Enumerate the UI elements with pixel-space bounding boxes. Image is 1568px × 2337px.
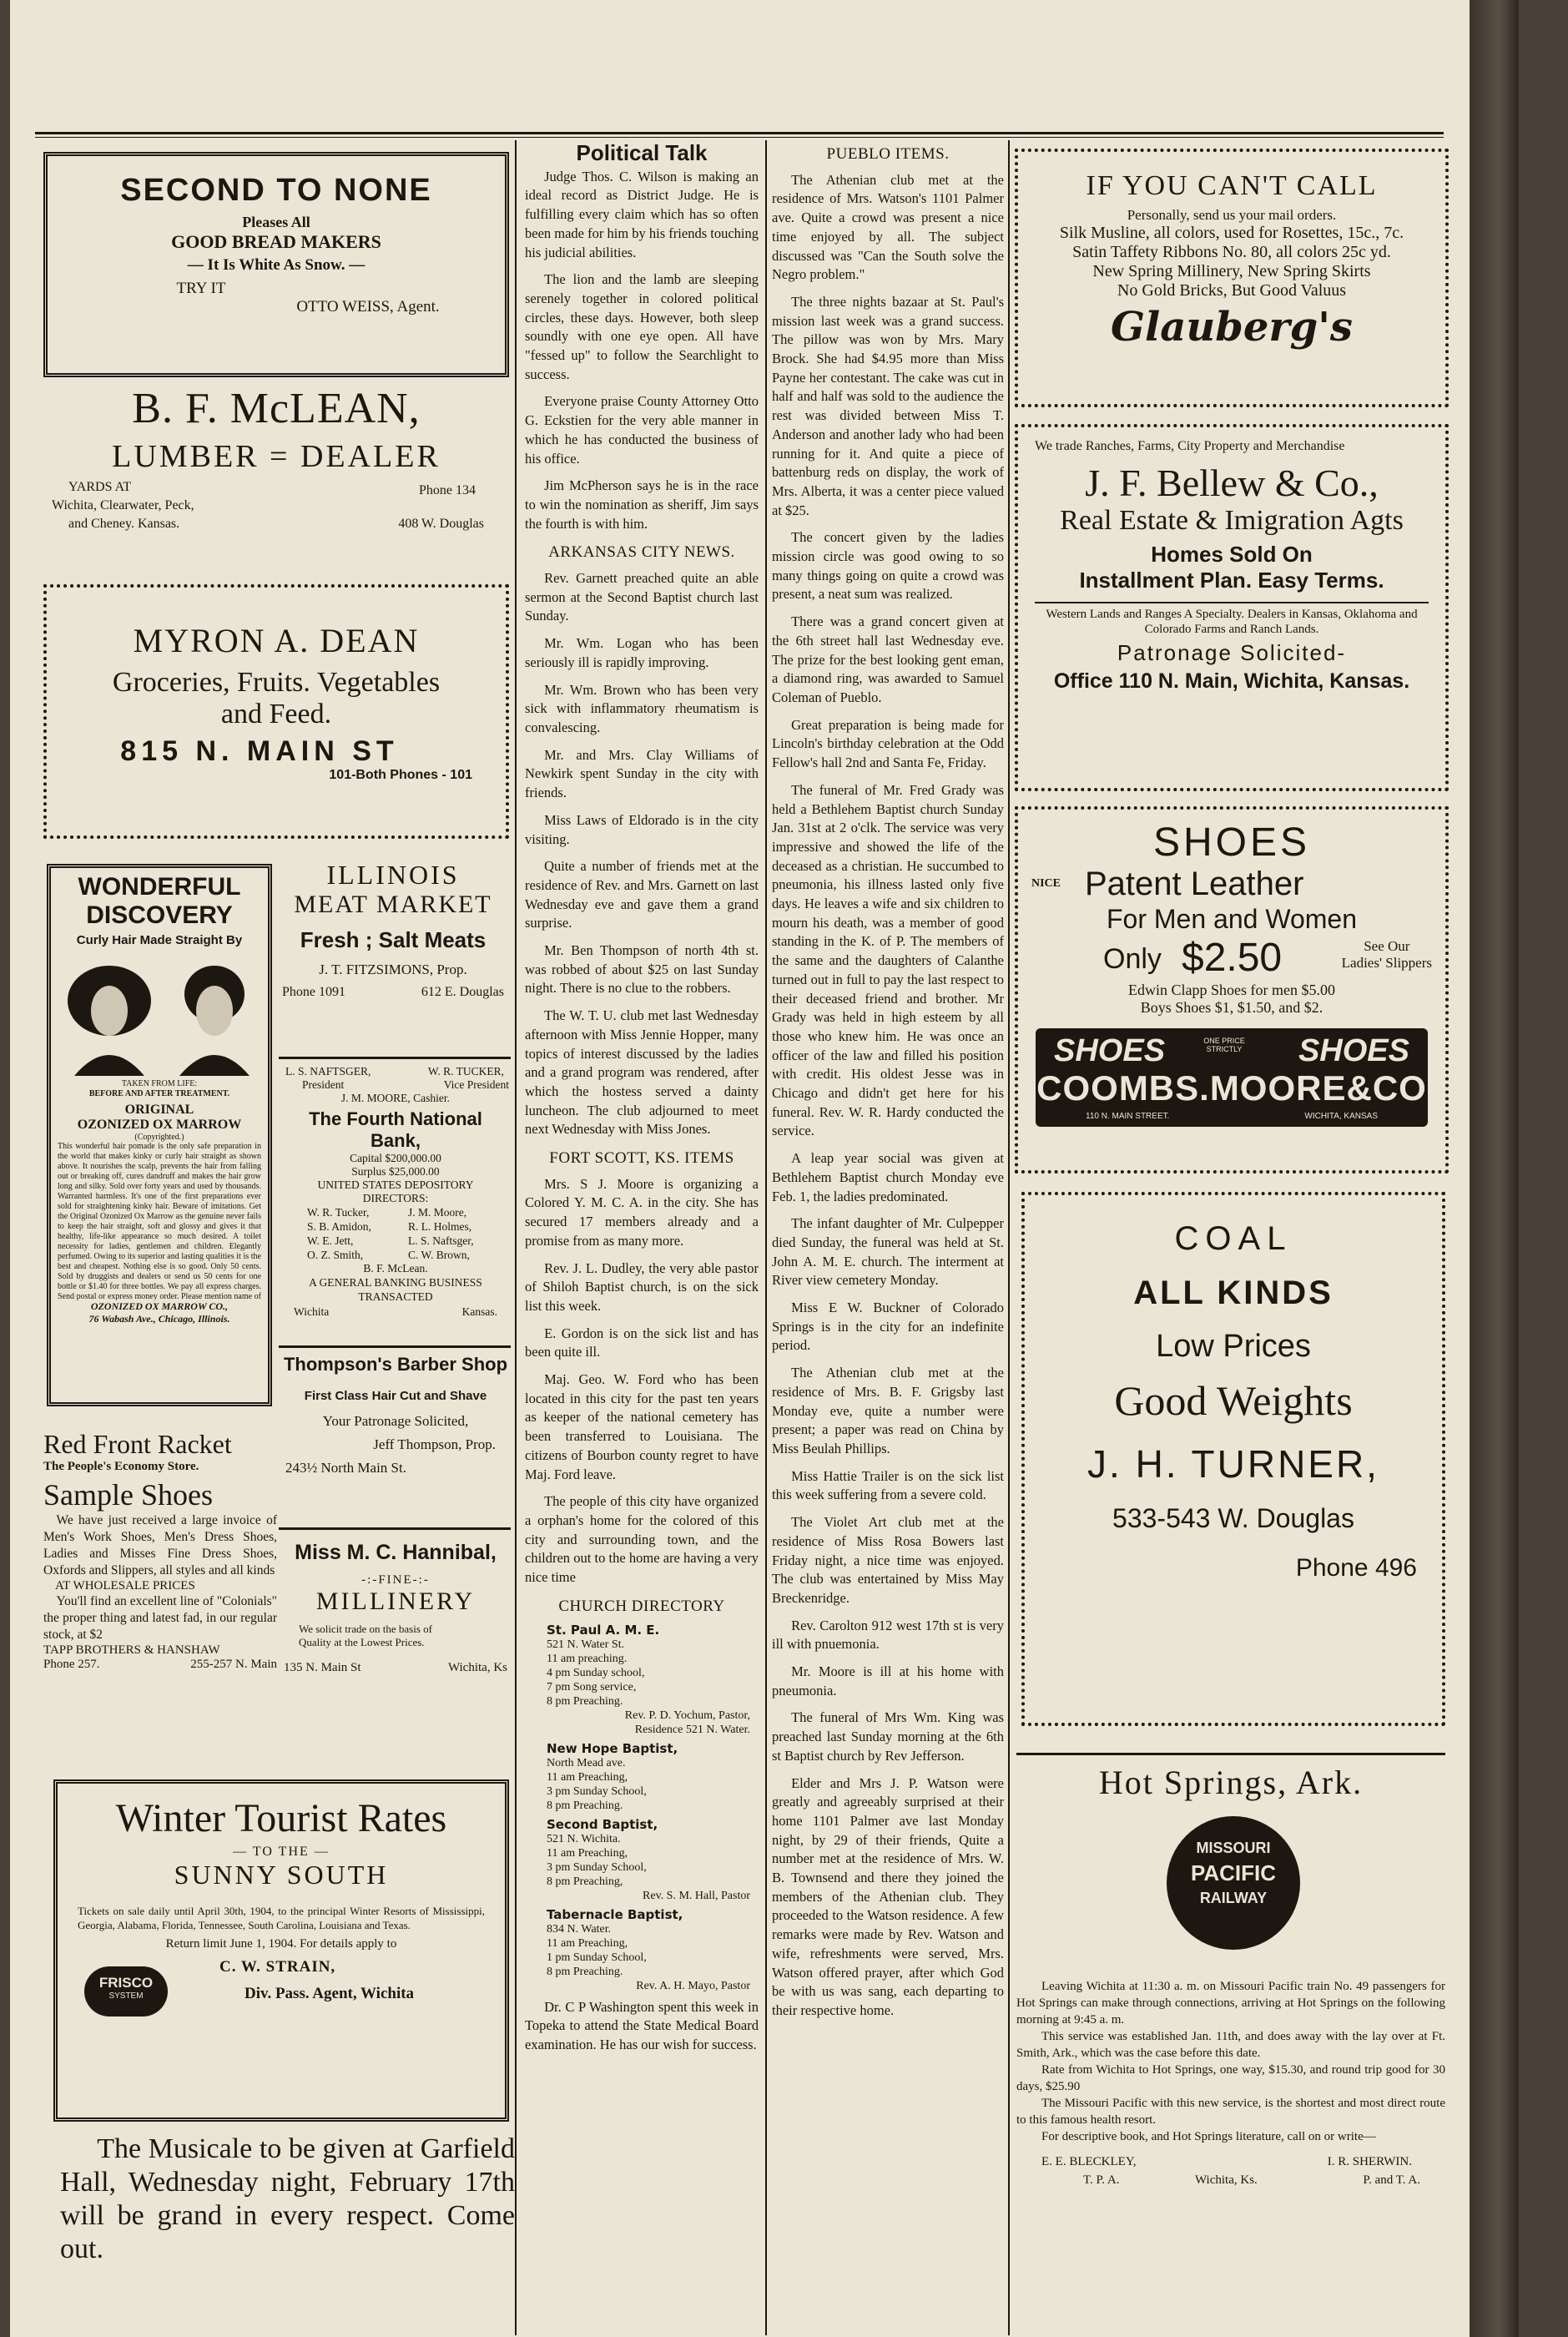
news-item: Rev. J. L. Dudley, the very able pastor of Shiloh Baptist church, is on the sick list this week. [525, 1259, 759, 1314]
church-line: 3 pm Sunday School, [547, 1784, 647, 1798]
news-item: Quite a number of friends met at the residence of Rev. and Mrs. Garnett on last Wednesday eve and gave them a grand surprise. [525, 858, 759, 931]
bank-city: Wichita [294, 1305, 330, 1318]
church-listing [525, 1908, 759, 1993]
ad-line: Edwin Clapp Shoes for men $5.00 [1128, 982, 1335, 998]
church-listing [525, 1742, 759, 1813]
ad-trade: LUMBER = DEALER [112, 439, 441, 474]
ad-agent: E. E. BLECKLEY, [1041, 2155, 1137, 2168]
ad-line: See Our [1364, 938, 1410, 954]
musicale-notice: The Musicale to be given at Garfield Hall, Wednesday night, February 17th will be grand in every respect. Come out. [60, 2133, 515, 2264]
second-to-none-ad [43, 152, 509, 377]
binding-edge [1470, 0, 1519, 2337]
ad-agent: I. R. SHERWIN. [1327, 2155, 1412, 2168]
ad-agent: C. W. STRAIN, [219, 1958, 336, 1976]
ad-line: Low Prices [1156, 1329, 1311, 1364]
ad-address: Office 110 N. Main, Wichita, Kansas. [1053, 669, 1410, 693]
logo-text: FRISCO [98, 1975, 154, 1991]
ad-phone: Phone 496 [1295, 1554, 1417, 1582]
news-item: Maj. Geo. W. Ford who has been located in this city for the past ten years as keeper of the national cemetery has been transferred to Louisiana. The citizens of Bourbon county regret to have Maj. Ford leave. [525, 1371, 759, 1482]
news-item: Mrs. S J. Moore is organizing a Colored Y. M. C. A. in the city. She has secured 17 members already and a promise from as many more. [525, 1175, 759, 1249]
bank-director: C. W. Brown, [408, 1249, 470, 1261]
shoes-ad [1015, 806, 1449, 1174]
political-talk-column [525, 144, 759, 2330]
ad-divider [279, 1345, 511, 1348]
ad-prop: J. T. FITZSIMONS, Prop. [319, 962, 467, 977]
ad-title: SHOES [1152, 820, 1311, 865]
bank-cashier: J. M. MOORE, Cashier. [340, 1092, 451, 1104]
ad-line: Satin Taffety Ribbons No. 80, all colors 25c yd. [1072, 243, 1391, 261]
ad-line: Salt Meats [378, 927, 487, 952]
news-item: There was a grand concert given at the 6th street hall last Wednesday eve. The prize for the best looking gent eman, a diamond ring, was awarded to Samuel Coleman of Pueblo. [772, 613, 1004, 705]
hannibal-millinery-ad: Miss M. C. Hannibal, -:-FINE-:- MILLINERY We solicit trade on the basis of Quality at the Lowest Prices. 135 N. Main St Wichita, Ks [279, 1541, 512, 1758]
news-item: Mr. Moore is ill at his home with pneumonia. [772, 1663, 1004, 1698]
news-item: The infant daughter of Mr. Culpepper died Sunday, the funeral was held at St. John A. M. E. church. The interment at River view cemetery Monday. [772, 1215, 1004, 1289]
news-item: Jim McPherson says he is in the race to win the nomination as sheriff, Jim says the fourth is with him. [525, 477, 759, 532]
fourth-national-bank-ad [282, 1065, 509, 1340]
ad-divider [279, 1527, 511, 1530]
ad-title: Hot Springs, Ark. [1098, 1764, 1364, 1801]
ad-body: Rate from Wichita to Hot Springs, one way, $15.30, and round trip good for 30 days, $25.90 [1016, 2063, 1445, 2093]
bank-director: W. R. Tucker, [307, 1206, 370, 1219]
ad-body: Leaving Wichita at 11:30 a. m. on Missouri Pacific train No. 49 passengers for Hot Springs can make through connections, arriving at Hot Springs on the following morning at 9:45 a. m. [1016, 1980, 1445, 2027]
logo-text: ONE PRICE STRICTLY [1203, 1037, 1245, 1053]
ad-address: 533-543 W. Douglas [1112, 1503, 1354, 1533]
news-item: Miss Laws of Eldorado is in the city visiting. [525, 811, 759, 847]
ad-line: — TO THE — [233, 1845, 330, 1859]
news-item: The concert given by the ladies mission circle was good owing to so many things going on quite a crowd was present, a neat sum was realized. [772, 529, 1004, 603]
news-item: Rev. Garnett preached quite an able sermon at the Second Baptist church last Sunday. [525, 570, 759, 624]
ad-line: No Gold Bricks, But Good Valuus [1117, 281, 1347, 300]
church-line: 11 am Preaching, [547, 1936, 628, 1950]
news-item: Dr. C P Washington spent this week in Topeka to attend the State Medical Board examination. He has our wish for success. [525, 1998, 759, 2052]
ad-company: OZONIZED OX MARROW CO., [90, 1300, 229, 1312]
ad-name: J. H. TURNER, [1087, 1442, 1379, 1486]
ad-name: B. F. McLEAN, [132, 385, 421, 432]
ad-name: J. F. Bellew & Co., [1085, 462, 1379, 504]
ad-title: Thompson's Barber Shop [283, 1354, 508, 1375]
church-listing [525, 1818, 759, 1903]
news-item: Elder and Mrs J. P. Watson were greatly and agreeably surprised at their home 1101 Palmer ave last Monday night, by 29 of their friends, Quite a number met at the residence of Mrs. W. B. Townsend and there they joined the members of the Athenian club. They proceeded to the Watson residence. A few remarks were made by Rev. Watson and wife, refreshments were served, Mrs. Watson offered prayer, after which God be with us was sang, each departing to their respective home. [772, 1774, 1004, 2018]
ad-body: Western Lands and Ranges A Specialty. Dealers in Kansas, Oklahoma and Colorado Farms and Ranch Lands. [1046, 608, 1418, 636]
ad-caption: TAKEN FROM LIFE: [121, 1079, 198, 1088]
ad-address: 76 Wabash Ave., Chicago, Illinois. [88, 1313, 230, 1325]
ad-agent: OTTO WEISS, Agent. [296, 298, 440, 315]
ad-city: Wichita, Ks. [1195, 2173, 1258, 2187]
bank-director: L. S. Naftsger, [408, 1234, 474, 1247]
bank-line: Capital $200,000.00 [350, 1152, 441, 1164]
column-heading: PUEBLO ITEMS. [826, 145, 950, 163]
church-line: 1 pm Sunday School, [547, 1951, 647, 1964]
church-name: New Hope Baptist, [547, 1740, 678, 1756]
ad-firm: TAPP BROTHERS & HANSHAW [43, 1643, 220, 1657]
ad-head: MILLINERY [315, 1587, 476, 1615]
missouri-pacific-seal [1167, 1816, 1300, 1950]
logo-text: SYSTEM [108, 1991, 144, 2001]
church-line: 4 pm Sunday school, [547, 1666, 645, 1679]
newspaper-page [10, 0, 1519, 2337]
missouri-pacific-ad [1016, 1763, 1445, 2314]
ad-line: Quality at the Lowest Prices. [299, 1636, 425, 1648]
seal-text: PACIFIC [1190, 1860, 1277, 1885]
column-heading: Political Talk [576, 144, 708, 165]
ad-address: 612 E. Douglas [421, 985, 504, 999]
glauberg-ad [1015, 149, 1449, 407]
news-item: Rev. Carolton 912 west 17th st is very ill with pnuemonia. [772, 1617, 1004, 1653]
ad-title: IF YOU CAN'T CALL [1086, 170, 1378, 201]
ad-phone: Phone 257. [43, 1658, 100, 1671]
news-item: The three nights bazaar at St. Paul's mission last week was a grand success. The pillow was won by Mrs. Mary Brock. She had $4.95 more than Miss Payne her contestant. The cake was cut in half and half was sold to the audience the rest was divided between Miss T. Anderson and another lady who had been running for it. And quite a piece of battenburg reds on display, the work of Mrs. Alberta, it was a center piece valued at $25. [772, 293, 1004, 518]
ad-line: — It Is White As Snow. — [187, 256, 366, 274]
news-item: The people of this city have organized a orphan's home for the colored of this city and surrounding town, and the children out to the home are having a very nice time [525, 1493, 759, 1586]
ad-line: YARDS AT [68, 480, 132, 494]
church-listing [525, 1623, 759, 1737]
church-name: Tabernacle Baptist, [547, 1906, 683, 1922]
news-item: Mr. and Mrs. Clay Williams of Newkirk spent Sunday in the city with friends. [525, 746, 759, 801]
ad-body: Tickets on sale daily until April 30th, 1904, to the principal Winter Resorts of Mississippi, Georgia, Alabama, Florida, Tennessee, South Carolina, Louisiana and Texas. [78, 1905, 485, 1931]
winter-tourist-rates-ad [53, 1779, 509, 2122]
glauberg-signature: Glauberg's [1111, 304, 1353, 351]
ad-agent-title: Div. Pass. Agent, Wichita [245, 1985, 415, 2002]
top-rule-thin [35, 137, 1444, 138]
news-item: E. Gordon is on the sick list and has been quite ill. [525, 1325, 759, 1360]
jh-turner-coal-ad [1021, 1192, 1445, 1726]
ad-dest: SUNNY SOUTH [174, 1860, 389, 1890]
ad-price: $2.50 [1182, 936, 1283, 980]
bank-officer-title: Vice President [443, 1078, 509, 1091]
logo-text: SHOES [1054, 1033, 1166, 1068]
church-line: 8 pm Preaching, [547, 1875, 623, 1888]
ad-line: Boys Shoes $1, $1.50, and $2. [1140, 999, 1323, 1016]
bank-state: Kansas. [461, 1305, 497, 1318]
bank-director: W. E. Jett, [307, 1234, 354, 1247]
ad-phone: Phone 1091 [282, 985, 345, 999]
ad-line: Patent Leather [1085, 866, 1304, 902]
ad-body: This wonderful hair pomade is the only safe preparation in the world that makes kinky or curly hair straight as shown above. It nourishes the scalp, prevents the hair from falling out or breaking off, cures dandruff and makes the hair grow long and silky. Sold over forty years and used by thousands. Warranted harmless. It's one of the first preparations ever sold for straightening kinky hair. Beware of imitations. Get the Original Ozonized Ox Marrow as the genuine never fails to keep the hair straight, soft and glossy and gives it that healthy, life-like appearance so much desired. A toilet necessity for ladies, gentlemen and children. Elegantly perfumed. Owing to its superior and lasting qualities it is the best and cheapest. Nothing else is so good. Only 50 cents. Sold by druggists and dealers or send us 50 cents for one bottle or $1.40 for three bottles. We pay all express charges. Send postal or express money order. Please mention name of [58, 1142, 261, 1300]
ad-address: 243½ North Main St. [285, 1460, 406, 1476]
bank-name: The Fourth National Bank, [309, 1108, 482, 1151]
news-item: The funeral of Mrs Wm. King was preached last Sunday morning at the 6th st Baptist church by Rev Jefferson. [772, 1709, 1004, 1764]
ad-body: You'll find an excellent line of "Colonials" the proper thing and latest fad, in our regular stock, at $2 [43, 1594, 277, 1642]
church-line: 7 pm Song service, [547, 1680, 637, 1693]
church-line: 8 pm Preaching. [547, 1965, 623, 1978]
bank-officer: L. S. NAFTSGER, [285, 1065, 371, 1078]
ad-phone: 101-Both Phones - 101 [329, 768, 472, 782]
coombs-moore-logo [1036, 1028, 1428, 1127]
news-item: A leap year social was given at Bethlehem Baptist church Monday eve Feb. 1, the ladies predominated. [772, 1150, 1004, 1204]
bank-officer-title: President [302, 1078, 345, 1091]
news-item: Miss E W. Buckner of Colorado Springs is in the city for an indefinite period. [772, 1300, 1004, 1354]
news-item: The Athenian club met at the residence of Mrs. B. F. Grigsby last Monday eve, quite a number were present; a paper was read on China by Miss Beulah Phillips. [772, 1365, 1004, 1456]
bank-line: Surplus $25,000.00 [351, 1165, 440, 1178]
news-item: Judge Thos. C. Wilson is making an ideal record as District Judge. He is fulfilling every claim which has so often been made for him by his friends touching his judicial abilities. [525, 168, 759, 260]
ad-body: For descriptive book, and Hot Springs literature, call on or write— [1041, 2130, 1376, 2143]
news-item: Mr. Wm. Logan who has been seriously ill is rapidly improving. [525, 635, 759, 670]
ad-line: Personally, send us your mail orders. [1127, 207, 1337, 223]
ad-line: AT WHOLESALE PRICES [55, 1579, 195, 1592]
bank-director: O. Z. Smith, [307, 1249, 364, 1261]
thompson-barber-ad [279, 1354, 512, 1525]
church-name: St. Paul A. M. E. [547, 1622, 660, 1638]
news-item: Everyone praise County Attorney Otto G. Eckstien for the very able manner in which he has conducted the business of his office. [525, 393, 759, 467]
ad-line: Your Patronage Solicited, [322, 1413, 469, 1429]
ad-title: Miss M. C. Hannibal, [295, 1541, 497, 1564]
ad-address: 135 N. Main St [284, 1661, 361, 1674]
ad-line: GOOD BREAD MAKERS [171, 231, 381, 252]
bank-line: A GENERAL BANKING BUSINESS TRANSACTED [309, 1276, 482, 1303]
ad-line: For Men and Women [1107, 904, 1357, 934]
church-line: 11 am preaching. [547, 1652, 628, 1665]
ad-divider [279, 1057, 511, 1059]
logo-text: SHOES [1298, 1033, 1409, 1068]
ad-line: We trade Ranches, Farms, City Property and Merchandise [1035, 439, 1345, 453]
ad-title: COAL [1174, 1220, 1293, 1257]
ad-line: Silk Musline, all colors, used for Rosettes, 15c., 7c. [1059, 224, 1404, 242]
ad-address: 255-257 N. Main [190, 1658, 277, 1671]
ad-subtitle: Real Estate & Imigration Agts [1060, 505, 1404, 536]
church-line: 834 N. Water. [547, 1922, 612, 1936]
ad-line: Ladies' Slippers [1341, 955, 1432, 971]
logo-text: WICHITA, KANSAS [1304, 1112, 1378, 1121]
church-line: 11 am Preaching, [547, 1846, 628, 1860]
ad-caption: BEFORE AND AFTER TREATMENT. [88, 1089, 230, 1098]
ad-title: MEAT MARKET [294, 891, 492, 918]
church-line: 521 N. Wichita. [547, 1832, 621, 1845]
pueblo-items-column [772, 144, 1004, 2330]
frisco-logo [84, 1966, 168, 2016]
before-after-portraits-image [58, 951, 266, 1076]
ad-address: 815 N. MAIN ST [120, 735, 399, 767]
bank-line: UNITED STATES DEPOSITORY [317, 1179, 474, 1191]
ad-line: and Feed. [220, 699, 332, 729]
ad-line: and Cheney. Kansas. [68, 517, 180, 531]
section-heading: ARKANSAS CITY NEWS. [548, 543, 735, 562]
ad-line: We solicit trade on the basis of [299, 1623, 432, 1635]
church-line: 8 pm Preaching. [547, 1799, 623, 1812]
section-heading: CHURCH DIRECTORY [558, 1597, 725, 1615]
ox-marrow-ad [47, 864, 272, 1406]
top-rule [35, 132, 1444, 134]
ad-divider [1016, 1753, 1445, 1755]
ad-agent-title: P. and T. A. [1363, 2173, 1420, 2187]
news-item: The Athenian club met at the residence of Mrs. Watson's 1101 Palmer ave. Quite a crowd was present a nice time enjoyed by all. The subject discussed was "Can the South solve the Negro problem." [772, 171, 1004, 283]
ad-line: New Spring Millinery, New Spring Skirts [1092, 262, 1371, 280]
ad-subtitle: Curly Hair Made Straight By [76, 933, 243, 947]
section-heading: FORT SCOTT, KS. ITEMS [549, 1149, 734, 1168]
ad-title: SECOND TO NONE [120, 173, 432, 208]
ad-body: The Missouri Pacific with this new service, is the shortest and most direct route to this famous health resort. [1016, 2097, 1445, 2127]
church-line: 11 am Preaching, [547, 1770, 628, 1784]
ad-line: Installment Plan. Easy Terms. [1079, 568, 1384, 593]
news-item: Mr. Wm. Brown who has been very sick with inflammatory rheumatism is convalescing. [525, 681, 759, 735]
ad-name: MYRON A. DEAN [133, 622, 420, 659]
church-line: 8 pm Preaching. [547, 1694, 623, 1708]
ad-line: Good Weights [1114, 1377, 1353, 1424]
news-item: The funeral of Mr. Fred Grady was held a Bethlehem Baptist church Sunday Jan. 31st at 2 o'clk. The service was very impressive and showed the life of the deceased as a christian. He succumbed to pneumonia, his illness lasted only five days. He leaves a wife and six children to mourn his death, was a member of good standing in the K. of P. The members of the same and the daughters of Calanthe turned out in full to pay the last respect to their deceased friend and brother. Mr Grady was held in high esteem by all those who knew him. He was once an officer of the law and filled his position with credit. His oldest Jesse was in Chicago and didn't get here for his funeral. Rev. W. R. Hardy conducted the service. [772, 781, 1004, 1139]
column-rule [1008, 140, 1010, 2335]
logo-text: COOMBS.MOORE&CO [1036, 1068, 1427, 1108]
ad-product: OZONIZED OX MARROW [77, 1118, 242, 1132]
news-item: Miss Hattie Trailer is on the sick list this week suffering from a severe cold. [772, 1467, 1004, 1503]
seal-text: RAILWAY [1199, 1890, 1268, 1906]
logo-text: 110 N. MAIN STREET. [1086, 1112, 1170, 1121]
church-pastor: Rev. S. M. Hall, Pastor [643, 1889, 750, 1902]
ad-line: Pleases All [242, 214, 310, 230]
news-item: Great preparation is being made for Lincoln's birthday celebration at the Odd Fellow's hall 2nd and Santa Fe, Friday. [772, 716, 1004, 771]
ad-line: ORIGINAL [124, 1103, 194, 1117]
bank-director: R. L. Holmes, [408, 1220, 472, 1233]
bank-officer: W. R. TUCKER, [427, 1065, 504, 1078]
church-name: Second Baptist, [547, 1816, 658, 1832]
church-residence: Residence 521 N. Water. [634, 1723, 750, 1736]
ad-line: Only [1103, 943, 1162, 975]
ad-body: We have just received a large invoice of Men's Work Shoes, Men's Dress Shoes, Ladies and Misses Fine Dress Shoes, Oxfords and Slippers, all styles and all kinds [43, 1513, 277, 1577]
column-rule [765, 140, 767, 2335]
church-line: 521 N. Water St. [547, 1638, 625, 1651]
ad-line: Homes Sold On [1151, 542, 1313, 567]
myron-dean-ad [43, 584, 509, 839]
news-item: The W. T. U. club met last Wednesday afternoon with Miss Jennie Hopper, many topics of interest discussed by the ladies and a grand program was rendered, after which the hostess served a dainty luncheon. The club adjourned to meet next Wednesday with Miss Jones. [525, 1007, 759, 1138]
bank-director: S. B. Amidon, [307, 1220, 371, 1233]
ad-title: DISCOVERY [86, 901, 233, 929]
ad-line: Patronage Solicited- [1117, 640, 1347, 665]
bellew-real-estate-ad [1015, 424, 1449, 791]
ad-line: ALL KINDS [1133, 1274, 1334, 1311]
ad-subtitle: The People's Economy Store. [43, 1460, 199, 1473]
ad-title: Red Front Racket [43, 1429, 232, 1459]
church-pastor: Rev. A. H. Mayo, Pastor [636, 1979, 750, 1992]
ad-line: Return limit June 1, 1904. For details apply to [165, 1937, 397, 1951]
ad-head: Sample Shoes [43, 1478, 213, 1512]
news-item: The lion and the lamb are sleeping serenely together in colored political circles, these days. However, both sleep soundly with one eye open. All have "fessed up" to follow the Searchlight to success. [525, 271, 759, 382]
ad-line: FINE [378, 1573, 413, 1587]
ad-address: 408 W. Douglas [398, 517, 484, 531]
ad-line: NICE [1031, 877, 1061, 890]
ad-line: Jeff Thompson, Prop. [373, 1436, 496, 1452]
ad-line: Groceries, Fruits. Vegetables [112, 667, 441, 698]
news-item: Mr. Ben Thompson of north 4th st. was robbed of about $25 on last Sunday night. There is no clue to the robbers. [525, 942, 759, 997]
ad-body: This service was established Jan. 11th, and does away with the lay over at Ft. Smith, Ark., which was the case before this date. [1016, 2030, 1445, 2060]
bank-director: B. F. McLean. [363, 1262, 428, 1274]
ad-line: Fresh [300, 927, 360, 952]
ad-divider [1035, 602, 1429, 603]
ad-city: Wichita, Ks [447, 1661, 507, 1674]
church-line: North Mead ave. [547, 1756, 626, 1769]
column-rule [515, 140, 517, 2335]
ad-title: ILLINOIS [326, 860, 460, 890]
seal-text: MISSOURI [1196, 1840, 1271, 1856]
church-pastor: Rev. P. D. Yochum, Pastor, [624, 1709, 750, 1722]
ad-phone: Phone 134 [419, 483, 476, 497]
ad-agent-title: T. P. A. [1083, 2173, 1120, 2187]
ad-line: TRY IT [176, 280, 226, 297]
ad-title: WONDERFUL [78, 873, 241, 901]
bank-line: DIRECTORS: [362, 1192, 429, 1204]
bank-director: J. M. Moore, [408, 1206, 467, 1219]
church-line: 3 pm Sunday School, [547, 1860, 647, 1874]
ad-line: First Class Hair Cut and Shave [304, 1389, 487, 1403]
news-item: The Violet Art club met at the residence of Miss Rosa Bowers last Friday night, a nice time was enjoyed. The club was entertained by Miss May Breckenridge. [772, 1514, 1004, 1606]
ad-line: Wichita, Clearwater, Peck, [52, 498, 194, 512]
ad-line: (Copyrighted.) [134, 1133, 184, 1142]
mclean-ad [43, 384, 509, 576]
ad-title: Winter Tourist Rates [115, 1796, 447, 1840]
red-front-racket-ad [43, 1429, 277, 1746]
illinois-meat-market-ad: ILLINOIS MEAT MARKET Fresh ; Salt Meats J. T. FITZSIMONS, Prop. Phone 1091 612 E. Douglas [275, 860, 511, 1052]
